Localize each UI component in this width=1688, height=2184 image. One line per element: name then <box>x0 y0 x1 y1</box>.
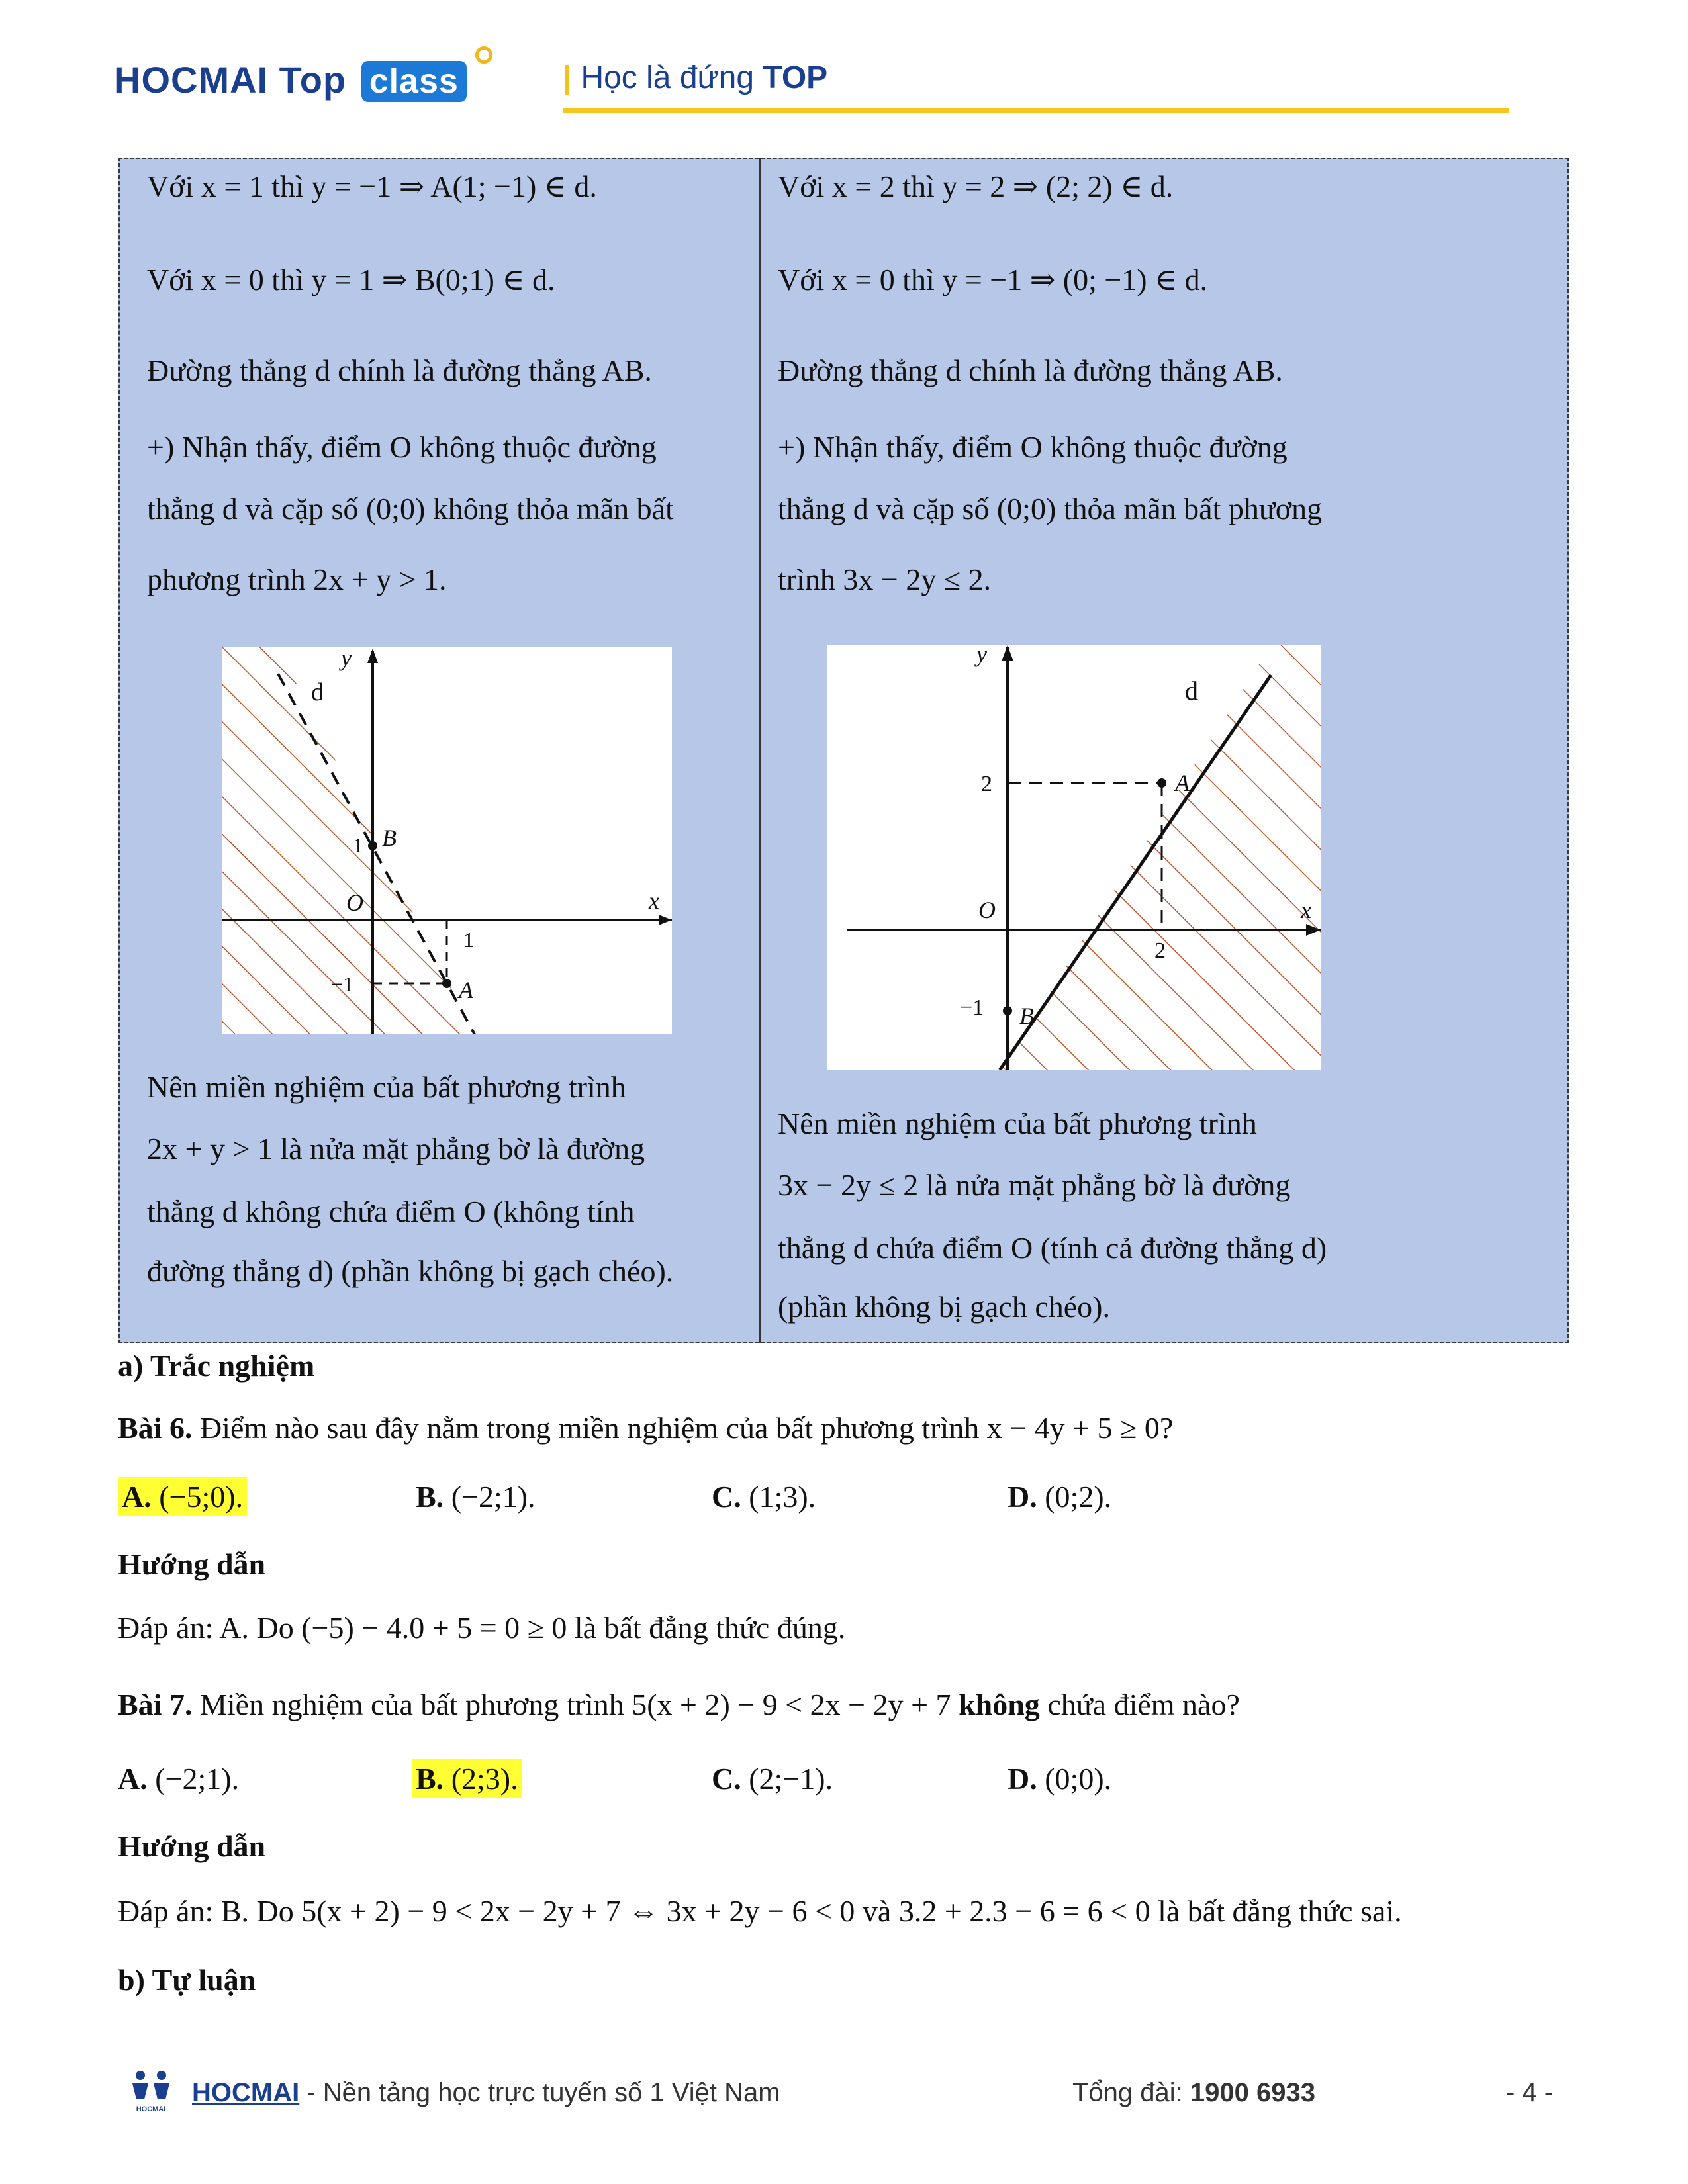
page-number: - 4 - <box>1506 2078 1554 2107</box>
slogan-prefix: Học là đứng <box>581 60 755 95</box>
left-label-A: A <box>459 977 473 1003</box>
right-conclusion-4: (phần không bị gạch chéo). <box>778 1290 1111 1324</box>
left-label-one-x: 1 <box>463 928 474 952</box>
bai7-guide-title: Hướng dẫn <box>118 1829 266 1863</box>
footer-hotline <box>1072 2078 1315 2108</box>
bai6-option-b <box>416 1479 536 1515</box>
left-graph-svg <box>222 647 672 1034</box>
left-line-4: +) Nhận thấy, điểm O không thuộc đường <box>147 430 657 464</box>
right-conclusion-2: 3x − 2y ≤ 2 là nửa mặt phẳng bờ là đường <box>778 1168 1291 1202</box>
right-label-B: B <box>1019 1003 1034 1029</box>
section-b-heading: b) Tự luận <box>118 1963 256 1997</box>
bai7-question <box>118 1686 1240 1723</box>
left-label-x: x <box>649 887 659 914</box>
right-label-minus-one: −1 <box>960 995 984 1020</box>
brand-logo <box>114 58 467 102</box>
bai6-option-b-key: B. <box>416 1480 444 1514</box>
bai7-answer: Đáp án: B. Do 5(x + 2) − 9 < 2x − 2y + 7 ⇔ 3x + 2y − 6 < 0 và 3.2 + 2.3 − 6 = 6 < 0 là bất đẳng thức sai. <box>118 1894 1402 1928</box>
hocmai-footer-logo-icon <box>130 2069 172 2115</box>
right-label-d: d <box>1185 676 1198 705</box>
left-line-3: Đường thẳng d chính là đường thẳng AB. <box>147 353 652 387</box>
bai7-question-bold: không <box>959 1688 1040 1721</box>
bai7-option-b <box>412 1760 522 1797</box>
left-y-arrow-icon <box>367 649 378 663</box>
left-line-5: thẳng d và cặp số (0;0) không thỏa mãn bất <box>147 492 674 525</box>
bai7-question-post: chứa điểm nào? <box>1047 1688 1240 1721</box>
right-label-two-x: 2 <box>1154 938 1166 963</box>
left-point-B <box>368 841 377 850</box>
bai6-option-c-key: C. <box>712 1480 741 1514</box>
right-label-two-y: 2 <box>981 772 992 796</box>
right-point-B <box>1003 1006 1012 1015</box>
left-label-y: y <box>341 647 352 671</box>
bai7-option-a <box>118 1760 239 1797</box>
bai7-option-c <box>712 1760 833 1797</box>
right-point-A <box>1157 778 1166 788</box>
left-line-1: Với x = 1 thì y = −1 ⇒ A(1; −1) ∈ d. <box>147 169 597 203</box>
left-label-one-y: 1 <box>353 833 363 857</box>
bai6-option-a-key: A. <box>122 1480 152 1514</box>
footer-hotline-number: 1900 6933 <box>1190 2078 1315 2107</box>
left-line-2: Với x = 0 thì y = 1 ⇒ B(0;1) ∈ d. <box>147 263 555 296</box>
sun-icon <box>475 46 492 64</box>
right-label-A: A <box>1175 770 1190 796</box>
left-label-B: B <box>382 825 397 851</box>
bai6-option-b-value: (−2;1). <box>451 1480 536 1514</box>
bai6-option-c <box>712 1479 816 1515</box>
section-a-heading: a) Trắc nghiệm <box>118 1349 315 1383</box>
header-divider <box>563 108 1509 113</box>
left-graph <box>222 647 672 1034</box>
bai6-option-d-key: D. <box>1008 1480 1037 1514</box>
right-graph-svg <box>827 645 1321 1070</box>
bai7-question-pre: Miền nghiệm của bất phương trình 5(x + 2) − 9 < 2x − 2y + 7 <box>199 1688 951 1721</box>
left-label-O: O <box>346 889 363 916</box>
bai6-option-d-value: (0;2). <box>1045 1480 1112 1514</box>
bai6-option-a-value: (−5;0). <box>159 1480 244 1514</box>
footer-tagline <box>192 2078 780 2108</box>
bai6-option-d <box>1008 1479 1111 1515</box>
bai6-option-a <box>118 1479 247 1515</box>
bai7-option-a-value: (−2;1). <box>155 1762 240 1796</box>
bai6-question-text: Điểm nào sau đây nằm trong miền nghiệm của bất phương trình x − 4y + 5 ≥ 0? <box>199 1411 1174 1445</box>
table-column-divider <box>759 158 761 1343</box>
logo-class: class <box>361 61 467 102</box>
bai6-guide-title: Hướng dẫn <box>118 1547 266 1581</box>
bai7-option-d <box>1008 1760 1111 1797</box>
right-label-x: x <box>1301 897 1311 923</box>
right-line-6: trình 3x − 2y ≤ 2. <box>778 563 992 596</box>
slogan-bar: | <box>563 60 572 95</box>
slogan <box>563 60 827 96</box>
right-line-1: Với x = 2 thì y = 2 ⇒ (2; 2) ∈ d. <box>778 169 1174 203</box>
bai7-option-b-key: B. <box>416 1762 444 1796</box>
right-y-arrow-icon <box>1002 645 1013 661</box>
left-line-6: phương trình 2x + y > 1. <box>147 563 447 596</box>
bai6-answer: Đáp án: A. Do (−5) − 4.0 + 5 = 0 ≥ 0 là bất đẳng thức đúng. <box>118 1611 846 1645</box>
left-conclusion-1: Nên miền nghiệm của bất phương trình <box>147 1070 626 1104</box>
bai6-label: Bài 6. <box>118 1411 193 1445</box>
left-conclusion-2: 2x + y > 1 là nửa mặt phẳng bờ là đường <box>147 1132 645 1165</box>
logo-main: HOCMAI <box>114 59 269 101</box>
left-label-d: d <box>311 678 324 706</box>
bai7-label: Bài 7. <box>118 1688 193 1721</box>
svg-text:HOCMAI: HOCMAI <box>136 2105 166 2113</box>
right-line-2: Với x = 0 thì y = −1 ⇒ (0; −1) ∈ d. <box>778 263 1208 296</box>
right-line-4: +) Nhận thấy, điểm O không thuộc đường <box>778 430 1288 464</box>
slogan-highlight: TOP <box>763 60 828 95</box>
bai7-option-c-value: (2;−1). <box>749 1762 833 1796</box>
bai6-option-c-value: (1;3). <box>749 1480 816 1514</box>
right-conclusion-1: Nên miền nghiệm của bất phương trình <box>778 1107 1257 1140</box>
left-label-minus-one: −1 <box>331 972 354 996</box>
right-label-y: y <box>976 645 987 667</box>
left-point-A <box>442 979 451 988</box>
footer-tagline-text: - Nền tảng học trực tuyến số 1 Việt Nam <box>299 2078 780 2107</box>
right-graph <box>827 645 1321 1070</box>
bai7-option-b-value: (2;3). <box>451 1762 518 1796</box>
left-conclusion-3: thẳng d không chứa điểm O (không tính <box>147 1195 635 1228</box>
logo-top: Top <box>279 59 347 101</box>
right-label-O: O <box>978 897 996 923</box>
bai7-option-a-key: A. <box>118 1762 148 1796</box>
left-conclusion-4: đường thẳng d) (phần không bị gạch chéo). <box>147 1254 674 1288</box>
right-conclusion-3: thẳng d chứa điểm O (tính cả đường thẳng d) <box>778 1231 1327 1265</box>
right-line-3: Đường thẳng d chính là đường thẳng AB. <box>778 353 1283 387</box>
left-x-arrow-icon <box>659 915 672 925</box>
footer-brand-link[interactable]: HOCMAI <box>192 2078 300 2107</box>
bai7-option-c-key: C. <box>712 1762 741 1796</box>
bai6-question <box>118 1410 1173 1446</box>
bai7-option-d-key: D. <box>1008 1762 1037 1796</box>
right-line-5: thẳng d và cặp số (0;0) thỏa mãn bất phương <box>778 492 1323 525</box>
bai7-option-d-value: (0;0). <box>1045 1762 1112 1796</box>
footer-hotline-label: Tổng đài: <box>1072 2078 1190 2107</box>
